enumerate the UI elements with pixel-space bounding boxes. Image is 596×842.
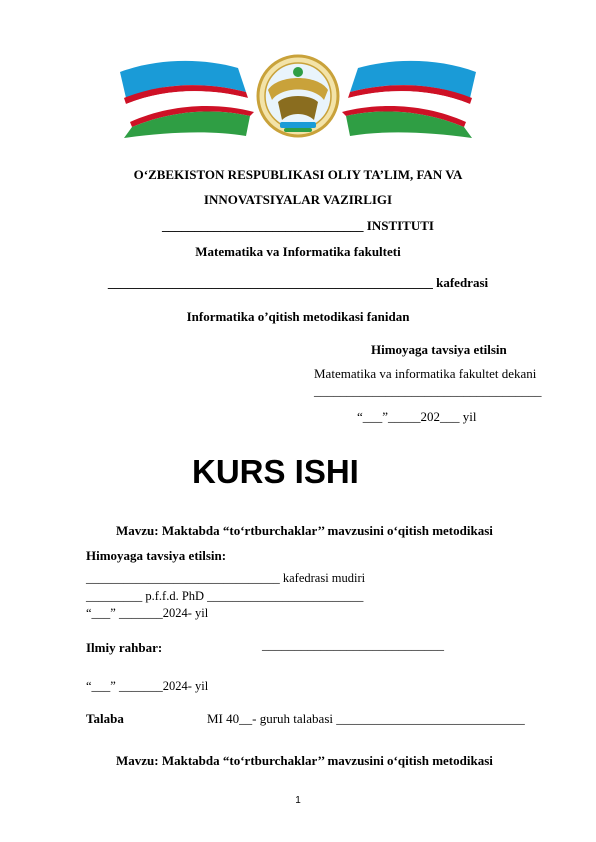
supervisor-date: “___” _______2024- yil [86,679,209,693]
flag-emblem-icon [118,50,478,140]
dean-label: Matematika va informatika fakultet dekani [314,366,537,381]
degree-line: _________ p.f.f.d. PhD _________________________ [86,589,364,603]
state-emblem-banner [118,50,478,140]
recommendation-heading: Himoyaga tavsiya etilsin: [86,548,227,563]
student-label: Talaba [86,711,124,726]
approval-date: “___”_____202___ yil [357,409,477,424]
supervisor-label: Ilmiy rahbar: [86,640,163,655]
institute-line: _______________________________ INSTITUTI [162,218,434,233]
ministry-line-1: O‘ZBEKISTON RESPUBLIKASI OLIY TA’LIM, FAN VA [133,167,463,182]
approval-heading: Himoyaga tavsiya etilsin [371,342,507,357]
department-head-line: _______________________________ kafedrasi mudiri [86,571,366,585]
subject-line: Informatika o’qitish metodikasi fanidan [186,309,410,324]
department-line: __________________________________________________ kafedrasi [107,275,489,290]
recommendation-date: “___” _______2024- yil [86,606,209,620]
ministry-line-2: INNOVATSIYALAR VAZIRLIGI [203,192,393,207]
page-number: 1 [295,795,301,806]
dean-signature-line: ___________________________________ [314,383,542,398]
student-group-line: MI 40__- guruh talabasi _____________________________ [207,711,525,726]
supervisor-signature-line: ____________________________ [262,637,444,652]
document-title: KURS ISHI [192,453,359,490]
topic-line: Mavzu: Maktabda “to‘rtburchaklar’’ mavzusini o‘qitish metodikasi [116,523,493,538]
faculty-line: Matematika va Informatika fakulteti [195,244,401,259]
topic-line-repeat: Mavzu: Maktabda “to‘rtburchaklar’’ mavzusini o‘qitish metodikasi [116,753,493,768]
